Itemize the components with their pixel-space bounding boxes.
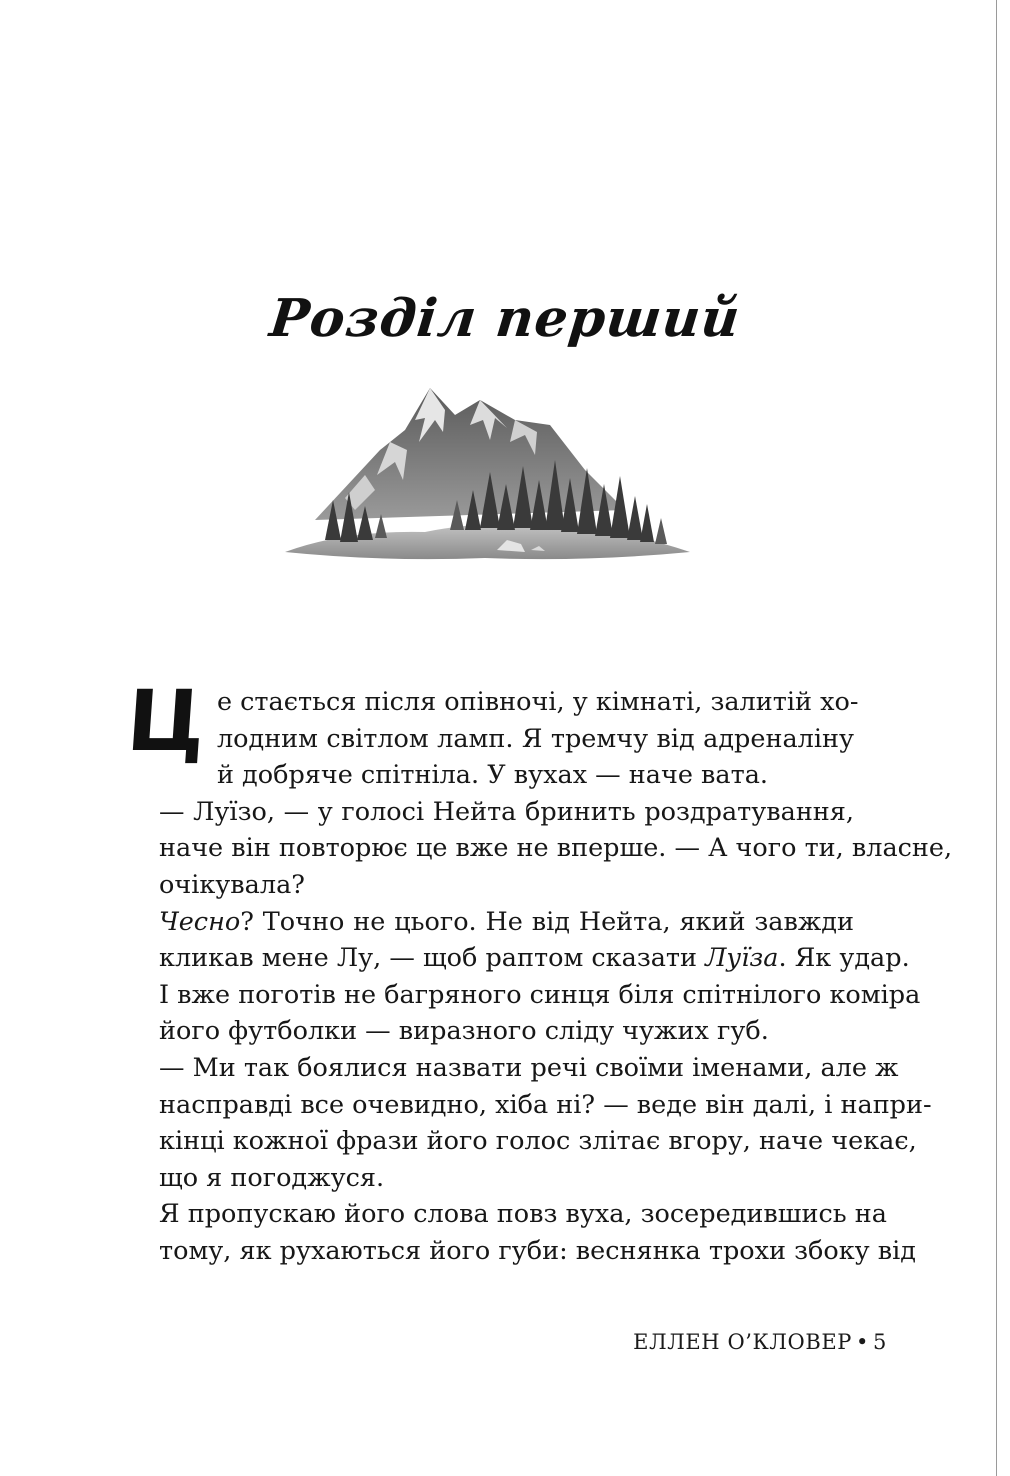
text-segment: Я пропускаю його слова повз вуха, зосередившись на	[159, 1199, 887, 1230]
text-line	[127, 904, 854, 941]
text-line	[127, 940, 910, 977]
text-segment: очікувала?	[159, 869, 305, 900]
text-segment: — Ми так боялися назвати речі своїми іменами, але ж	[159, 1052, 899, 1083]
text-segment: лодним світлом ламп. Я тремчу від адреналіну	[216, 723, 854, 754]
paragraph	[127, 794, 953, 904]
text-segment: ? Точно не цього. Не від Нейта, який завжди	[240, 906, 854, 937]
text-segment: що я погоджуся.	[159, 1162, 385, 1193]
chapter-title: Розділ перший	[266, 288, 744, 349]
page-edge-line	[996, 0, 997, 1476]
mountain-forest-illustration	[285, 380, 695, 570]
text-segment: кликав мене Лу, — щоб раптом сказати	[159, 943, 706, 974]
drop-cap: Ц	[123, 672, 209, 770]
text-line	[127, 1160, 854, 1197]
text-segment: І вже поготів не багряного синця біля спітнілого коміра	[159, 979, 921, 1010]
text-segment: й добряче спітніла. У вухах — наче вата.	[216, 760, 769, 791]
text-segment: кінці кожної фрази його голос злітає вгору, наче чекає,	[159, 1126, 917, 1157]
text-line	[127, 1013, 854, 1050]
text-line	[127, 830, 953, 867]
page-number: 5	[873, 1330, 887, 1354]
text-line	[127, 1123, 917, 1160]
footer-bullet: •	[856, 1330, 870, 1354]
text-segment: його футболки — виразного сліду чужих губ.	[159, 1016, 769, 1047]
text-line	[127, 1196, 887, 1233]
text-line	[127, 721, 854, 758]
chapter-body-text	[123, 672, 953, 1270]
paragraph	[127, 1050, 932, 1196]
text-segment: наче він повторює це вже не вперше. — А чого ти, власне,	[159, 833, 953, 864]
text-line	[127, 684, 859, 721]
text-line	[127, 757, 854, 794]
paragraph	[127, 1196, 916, 1269]
text-line	[127, 1233, 916, 1270]
italic-text: Луїза	[705, 943, 779, 974]
text-line	[127, 1050, 899, 1087]
text-line	[127, 977, 921, 1014]
paragraph	[127, 904, 921, 1050]
text-segment: е стається після опівночі, у кімнаті, залитій хо-	[216, 687, 859, 717]
text-segment: насправді все очевидно, хіба ні? — веде він далі, і напри-	[159, 1089, 932, 1120]
text-line	[127, 867, 854, 904]
text-line	[127, 794, 854, 831]
text-segment: . Як удар.	[778, 943, 910, 974]
running-footer	[633, 1330, 887, 1354]
text-segment: — Луїзо, — у голосі Нейта бринить роздратування,	[159, 796, 854, 827]
italic-text: Чесно	[159, 906, 241, 937]
text-line	[127, 1087, 932, 1124]
paragraph	[123, 672, 859, 794]
text-segment: тому, як рухаються його губи: веснянка трохи збоку від	[159, 1235, 916, 1266]
author-name: ЕЛЛЕН О’КЛОВЕР	[633, 1330, 853, 1354]
